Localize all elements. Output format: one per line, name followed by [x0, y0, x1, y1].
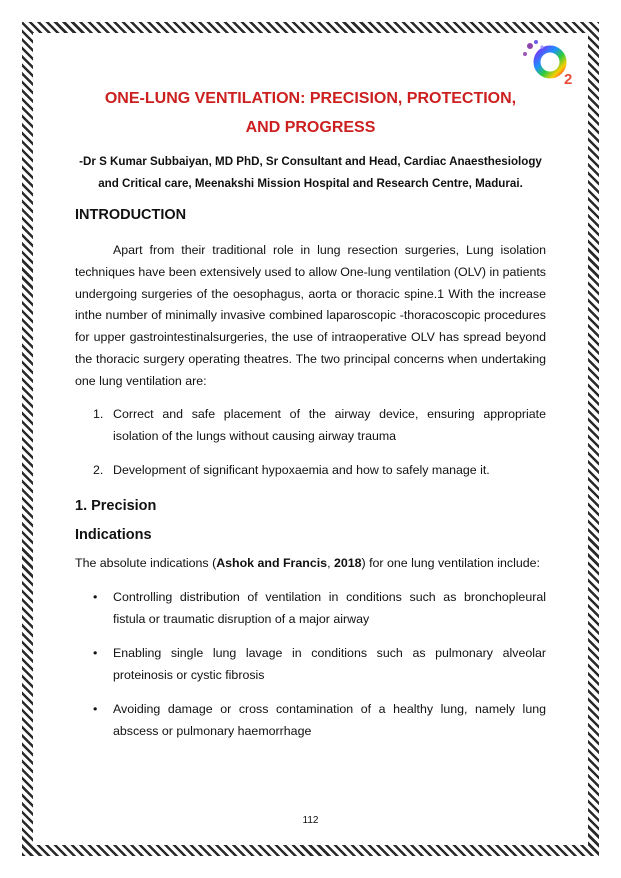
concern-list-item — [75, 460, 546, 482]
citation-separator: , — [327, 556, 334, 570]
author-line-1: -Dr S Kumar Subbaiyan, MD PhD, Sr Consultant and Head, Cardiac Anaesthesiology — [79, 155, 542, 168]
introduction-paragraph — [75, 240, 546, 393]
o2-logo-icon — [520, 38, 582, 88]
bullet-icon: • — [93, 646, 98, 660]
citation-year: 2018 — [333, 556, 362, 570]
indication-bullet-item — [75, 643, 546, 687]
precision-heading: 1. Precision — [75, 498, 157, 514]
bullet-icon: • — [93, 590, 98, 604]
indication-bullet-item — [75, 587, 546, 631]
concern-list-item — [75, 404, 546, 448]
citation-authors: Ashok and Francis — [216, 556, 328, 570]
indications-intro-end: ) for one lung ventilation include: — [361, 556, 540, 570]
introduction-heading: INTRODUCTION — [75, 207, 187, 223]
introduction-paragraph-text: Apart from their traditional role in lung resection surgeries, Lung isolation techniques have been extensively used to allow One-lung ventilation (OLV) in patients undergoing surgeries of the oesophagus, aorta or thoracic spine.1 With the increase inthe number of minimally invasive combined laparoscopic -thoracoscopic procedures for upper gastrointestinalsurgeries, the use of intraoperative OLV has spread beyond the thoracic surgery operating theatres. The two principal concerns when undertaking one lung ventilation are: — [75, 243, 546, 388]
list-item-text: Development of significant hypoxaemia and how to safely manage it. — [113, 463, 490, 477]
bullet-icon: • — [93, 702, 98, 716]
list-item-text: Correct and safe placement of the airway device, ensuring appropriate isolation of the lungs without causing airway trauma — [113, 407, 546, 443]
document-title — [85, 84, 536, 142]
indications-subheading: Indications — [75, 527, 152, 543]
indication-bullet-item — [75, 699, 546, 743]
author-line-2: and Critical care, Meenakshi Mission Hospital and Research Centre, Madurai. — [98, 177, 523, 190]
list-number: 1. — [93, 407, 104, 421]
list-number: 2. — [93, 463, 104, 477]
indications-intro — [75, 553, 546, 575]
list-item-text: Controlling distribution of ventilation in conditions such as bronchopleural fistula or traumatic disruption of a major airway — [113, 590, 546, 626]
indications-intro-start: The absolute indications ( — [75, 556, 217, 570]
title-line-2: AND PROGRESS — [245, 119, 376, 136]
svg-text:2: 2 — [564, 71, 573, 88]
page-number: 112 — [302, 815, 319, 826]
author-byline — [75, 151, 546, 195]
title-line-1: ONE-LUNG VENTILATION: PRECISION, PROTECTION, — [104, 90, 517, 107]
list-item-text: Enabling single lung lavage in conditions such as pulmonary alveolar proteinosis or cystic fibrosis — [113, 646, 546, 682]
list-item-text: Avoiding damage or cross contamination of a healthy lung, namely lung abscess or pulmonary haemorrhage — [113, 702, 546, 738]
